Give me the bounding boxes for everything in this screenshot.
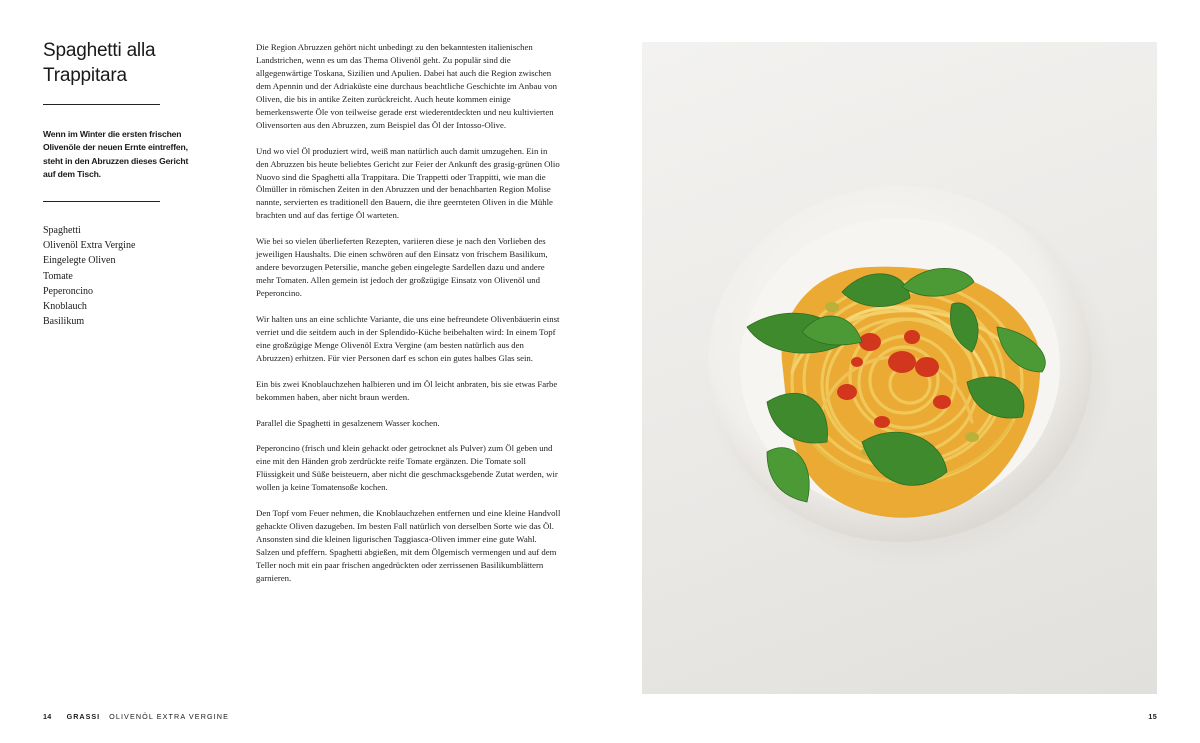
- left-page-number: 14: [43, 712, 52, 721]
- body-paragraph: Ein bis zwei Knoblauchzehen halbieren und im Öl leicht anbraten, bis sie etwas Farbe bekommen haben, aber nicht braun werden.: [256, 378, 558, 402]
- body-paragraph: Wie bei so vielen überlieferten Rezepten, variieren diese je nach den Vorlieben des jeweiligen Haushalts. Die einen schwören auf den Einsatz von frischem Basilikum, andere bevorzugen Petersilie, manche geben eingelegte Sardellen dazu und andere mehr Tomaten. Allen gemein ist jedoch der großzügige Einsatz von Olivenöl und Peperoncino.: [256, 236, 548, 299]
- ingredient-list: [43, 223, 135, 329]
- recipe-title-line-1: Spaghetti alla: [43, 40, 156, 61]
- title-divider: [43, 104, 160, 105]
- recipe-intro: Wenn im Winter die ersten frischen Olivenöle der neuen Ernte eintreffen, steht in den Abruzzen dieses Gericht auf dem Tisch.: [43, 129, 189, 179]
- recipe-title: [43, 38, 233, 88]
- ingredient-item: Knoblauch: [43, 301, 87, 313]
- ingredient-item: Olivenöl Extra Vergine: [43, 240, 136, 252]
- recipe-body-text: [256, 41, 561, 598]
- body-paragraph: Peperoncino (frisch und klein gehackt oder getrocknet als Pulver) zum Öl geben und eine mit den Händen grob zerdrückte reife Tomate ergänzen. Die Tomate soll Flüssigkeit und Süße beisteuern, aber nicht die geschmacksgebende Zutat werden, wir wollen ja keine Tomatensoße kochen.: [256, 443, 558, 493]
- ingredient-item: Basilikum: [43, 316, 85, 328]
- body-paragraph: Parallel die Spaghetti in gesalzenem Wasser kochen.: [256, 417, 440, 428]
- body-paragraph: Und wo viel Öl produziert wird, weiß man natürlich auch damit umzugehen. Ein in den Abruzzen bis heute beliebtes Gericht zur Feier der Ankunft des grasig-grünen Olio Nuovo sind die Spaghetti alla Trappitara. Die Trappetti oder Trappitti, wie man die Ölmüller in römischen Zeiten in den Abruzzen und der benachbarten Region Molise nannte, servierten es traditionell den Bauern, die ihre geernteten Oliven in die Mühle brachten und auf das fertige Öl warteten.: [256, 145, 560, 221]
- ingredient-item: Tomate: [43, 270, 73, 282]
- pasta-bowl-illustration: [642, 42, 1157, 694]
- recipe-title-line-2: Trappitara: [43, 65, 127, 86]
- running-head-brand: GRASSI: [66, 712, 101, 721]
- intro-divider: [43, 201, 160, 202]
- body-paragraph: Die Region Abruzzen gehört nicht unbedingt zu den bekanntesten italienischen Landstrichen, wenn es um das Thema Olivenöl geht. Zu populär sind die allgegenwärtige Toskana, Sizilien und Apulien. Dabei hat auch die Region zwischen dem Apennin und der Adriaküste eine durchaus beachtliche Geschichte im Anbau von Oliven, die bis in antike Zeiten zurückreicht. Auch heute kommen einige bemerkenswerte Öle von teilweise gerade erst wiederentdeckten und neu kultivierten Olivensorten aus den Abruzzen, zum Beispiel das Öl der Intosso-Olive.: [256, 42, 558, 130]
- body-paragraph: Wir halten uns an eine schlichte Variante, die uns eine befreundete Olivenbäuerin einst verriet und die seitdem auch in der Splendido-Küche beibehalten wird: In einem Topf eine großzügige Menge Olivenöl Extra Vergine (am besten natürlich aus den Abruzzen) erhitzen. Für vier Personen darf es schon ein gutes halbes Glas sein.: [256, 313, 560, 363]
- dish-photo: [642, 42, 1157, 694]
- ingredient-item: Eingelegte Oliven: [43, 255, 116, 267]
- left-page-footer: [43, 712, 229, 721]
- ingredient-item: Spaghetti: [43, 225, 81, 236]
- running-head-section: OLIVENÖL EXTRA VERGINE: [109, 712, 229, 721]
- ingredient-item: Peperoncino: [43, 285, 93, 297]
- body-paragraph: Den Topf vom Feuer nehmen, die Knoblauchzehen entfernen und eine kleine Handvoll gehackte Oliven dazugeben. Im besten Fall natürlich von derselben Sorte wie das Öl. Ansonsten sind die kleinen ligurischen Taggiasca-Oliven immer eine gute Wahl. Salzen und pfeffern. Spaghetti abgießen, mit dem Ölgemisch vermengen und auf dem Teller noch mit ein paar frischen angedrückten oder zerrissenen Basilikumblättern garnieren.: [256, 508, 561, 583]
- right-page-number: 15: [1148, 712, 1157, 721]
